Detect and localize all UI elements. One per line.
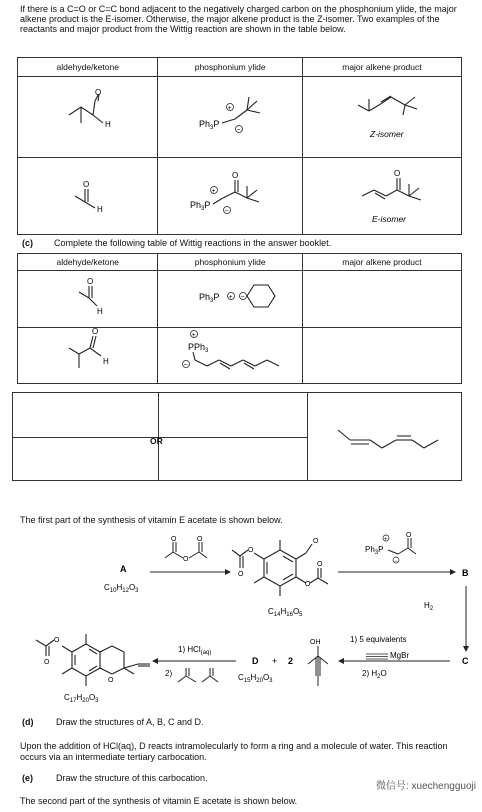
svg-text:2) H2O: 2) $H_2O$ [362,669,387,680]
svg-text:+: + [211,188,216,195]
svg-text:O: O [44,659,50,666]
mgbr-text: MgBr [390,651,410,660]
isobutyraldehyde-structure [69,94,103,123]
svg-text:+: + [191,332,196,339]
compound-d-label: D [252,656,259,666]
svg-text:O: O [92,327,99,336]
svg-text:O: O [183,556,189,563]
synthesis-intro: The first part of the synthesis of vitamin E acetate is shown below. [20,515,283,525]
svg-text:O: O [171,536,177,543]
part-e-text: Draw the structure of this carbocation. [56,773,208,783]
svg-text:1) HCl(aq): 1) HCl$_{(aq)}$ [178,645,212,656]
svg-text:O: O [313,538,319,545]
svg-text:−: − [236,127,241,134]
svg-text:Ph3P: $Ph_3P$ [190,200,211,212]
header-aldehyde-ketone: aldehyde/ketone [18,58,158,77]
z-alkene-product-structure [358,96,417,115]
synthesis-scheme [0,528,482,713]
acetaldehyde-structure [75,189,95,208]
svg-text:O: O [406,532,412,539]
svg-text:Ph3P: $Ph_3P$ [199,292,220,304]
two-equivalents: 2 [288,656,294,666]
example-row-2-structures [17,156,462,232]
diene-answer-structure [320,420,460,460]
svg-text:H: H [103,357,109,366]
part-c-label: (c) [22,238,33,248]
svg-text:H: H [97,205,103,214]
z-isomer-label: Z-isomer [370,129,404,139]
svg-text:−: − [394,559,398,565]
header-major-alkene-product-2: major alkene product [302,254,461,271]
svg-text:−: − [224,208,229,215]
svg-text:O: O [95,88,102,97]
svg-text:+: + [384,537,388,543]
intermediate-formula: $C_{14}H_{16}O_5$ [268,607,303,618]
svg-text:OH: OH [310,639,321,646]
second-part-text: The second part of the synthesis of vitamin E acetate is shown below. [20,796,298,806]
part-e-label: (e) [22,773,33,783]
header-aldehyde-ketone-2: aldehyde/ketone [18,254,158,271]
svg-text:O: O [232,171,239,180]
part-d-label: (d) [22,717,34,727]
svg-text:O: O [248,547,254,554]
compound-b-label: B [462,568,469,578]
e-isomer-label: E-isomer [372,214,407,224]
svg-text:PPh3: PPh$_3$ [188,342,209,354]
header-phosphonium-ylide: phosphonium ylide [158,58,302,77]
example-row-1-structures [17,75,462,155]
question-structures [17,270,462,385]
e-alkene-product-structure [362,178,421,200]
svg-text:−: − [240,294,245,301]
svg-text:Ph3P: $Ph_3P$ [365,545,384,556]
svg-text:H: H [97,307,103,316]
compound-c-label: C [462,656,469,666]
or-label: OR [150,436,163,446]
svg-text:H: H [105,120,111,129]
svg-text:O: O [305,581,311,588]
svg-text:O: O [108,677,114,684]
step-1-text: 1) 5 equivalents [350,635,407,644]
svg-text:O: O [87,277,94,286]
part-d-text: Draw the structures of A, B, C and D. [56,717,204,727]
plus-sign: + [272,656,278,666]
svg-text:O: O [317,561,323,568]
svg-text:O: O [83,180,90,189]
svg-text:O: O [197,536,203,543]
svg-text:Ph3P: $Ph_3P$ [199,119,220,131]
compound-a-formula: $C_{10}H_{12}O_3$ [104,583,139,594]
svg-text:O: O [238,571,244,578]
header-major-alkene-product: major alkene product [302,58,461,77]
intermediate-structure [232,540,328,596]
compound-a-label: A [120,564,127,574]
svg-text:O: O [54,637,60,644]
svg-text:−: − [183,362,188,369]
wechat-watermark: 微信号: xuechengguoji [375,781,476,792]
answer-box-1[interactable] [13,393,159,438]
answer-box-3[interactable] [13,438,159,481]
hcl-reaction-text: Upon the addition of HCl(aq), D reacts intramolecularly to form a ring and a molecule of water. This reaction occurs via an intermediate tertiary carbocation. [20,741,448,762]
answer-box-2[interactable] [158,393,308,438]
compound-d-formula: $C_{15}H_{20}O_3$ [238,673,273,684]
answer-box-4[interactable] [158,438,308,481]
intro-paragraph: If there is a C=O or C=C bond adjacent to the negatively charged carbon on the phosphonium ylide, the major alkene product is the E-isomer. Otherwise, the major alkene product is the Z-isomer. Two examples of the reactants and major product from the Wittig reaction are shown in the table below. [20,4,457,34]
header-phosphonium-ylide-2: phosphonium ylide [158,254,302,271]
part-c-text: Complete the following table of Wittig reactions in the answer booklet. [54,238,332,248]
step-2-label: 2) [165,669,173,678]
svg-text:+: + [227,105,232,112]
svg-text:H2: $H_2$ [424,601,434,612]
svg-text:O: O [394,169,401,178]
svg-text:+: + [228,294,233,301]
product-formula: $C_{17}H_{20}O_3$ [64,693,99,704]
